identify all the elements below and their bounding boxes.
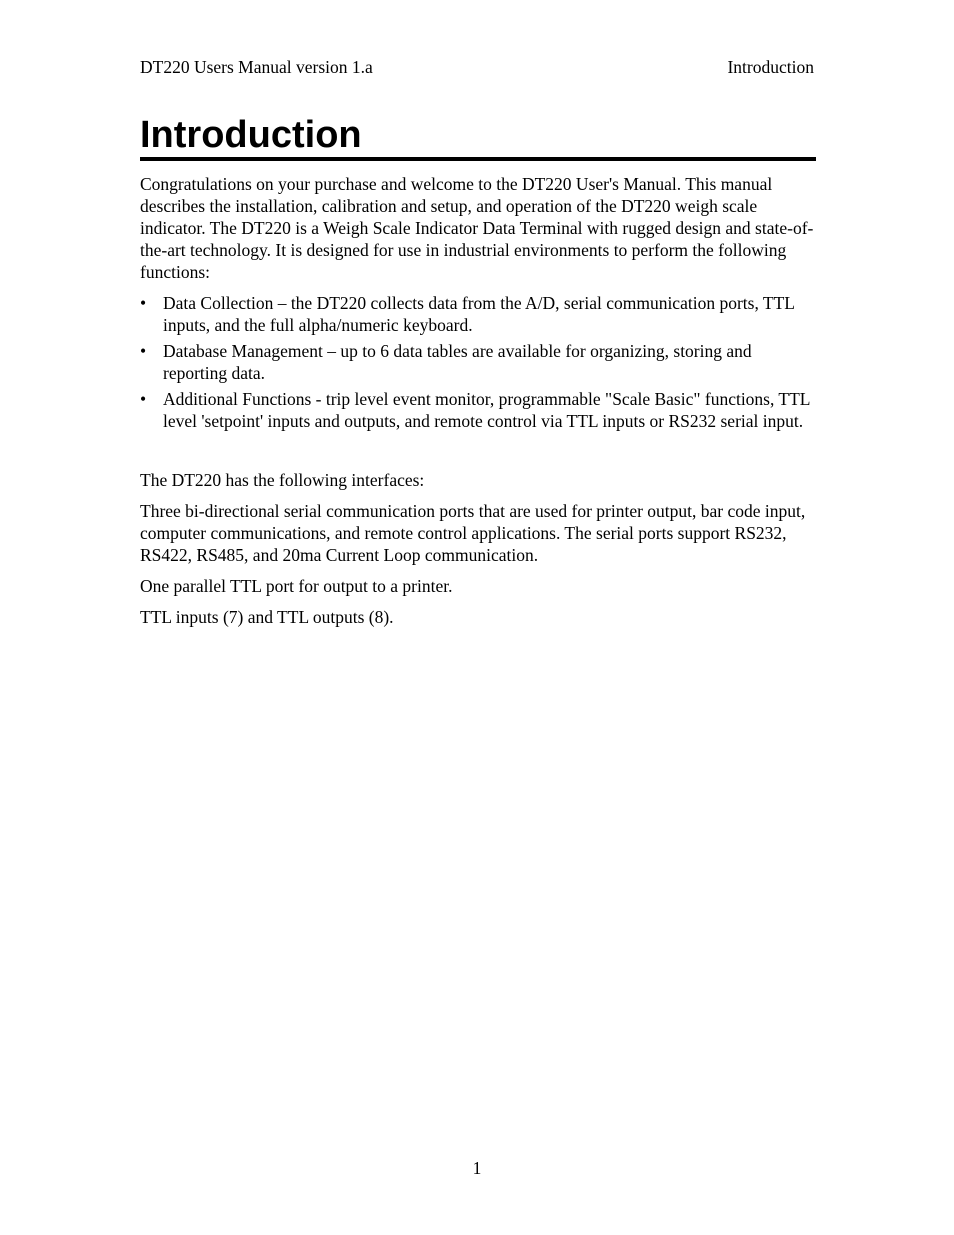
list-item (140, 388, 816, 432)
page-number: 1 (472, 1158, 482, 1178)
list-item-text: Additional Functions - trip level event monitor, programmable "Scale Basic" functions, TTL level 'setpoint' inputs and outputs, and remote control via TTL inputs or RS232 serial input. (163, 389, 810, 431)
section-spacer (140, 436, 816, 469)
header-document-title: DT220 Users Manual version 1.a (140, 57, 373, 77)
interface-paragraph-serial: Three bi-directional serial communication ports that are used for printer output, bar code input, computer communications, and remote control applications. The serial ports support RS232, RS422, RS485, and 20ma Current Loop communication. (140, 501, 806, 565)
list-item-text: Database Management – up to 6 data tables are available for organizing, storing and reporting data. (163, 341, 752, 383)
body-text (140, 173, 816, 637)
list-item (140, 292, 816, 336)
bullet-icon: • (140, 389, 147, 409)
bullet-icon: • (140, 293, 147, 313)
bullet-icon: • (140, 341, 147, 361)
list-item-text: Data Collection – the DT220 collects data from the A/D, serial communication ports, TTL inputs, and the full alpha/numeric keyboard. (163, 293, 795, 335)
running-header (140, 56, 814, 78)
interfaces-intro-paragraph: The DT220 has the following interfaces: (140, 470, 425, 490)
interface-paragraph-parallel: One parallel TTL port for output to a printer. (140, 576, 453, 596)
functions-list (140, 292, 816, 432)
header-section-name: Introduction (727, 57, 814, 77)
page-title: Introduction (140, 114, 362, 156)
list-item (140, 340, 816, 384)
title-underline-rule (140, 157, 816, 161)
intro-paragraph: Congratulations on your purchase and welcome to the DT220 User's Manual. This manual describes the installation, calibration and setup, and operation of the DT220 weigh scale indicator. The DT220 is a Weigh Scale Indicator Data Terminal with rugged design and state-of-the-art technology. It is designed for use in industrial environments to perform the following functions: (140, 174, 814, 282)
interface-paragraph-ttl: TTL inputs (7) and TTL outputs (8). (140, 607, 394, 627)
